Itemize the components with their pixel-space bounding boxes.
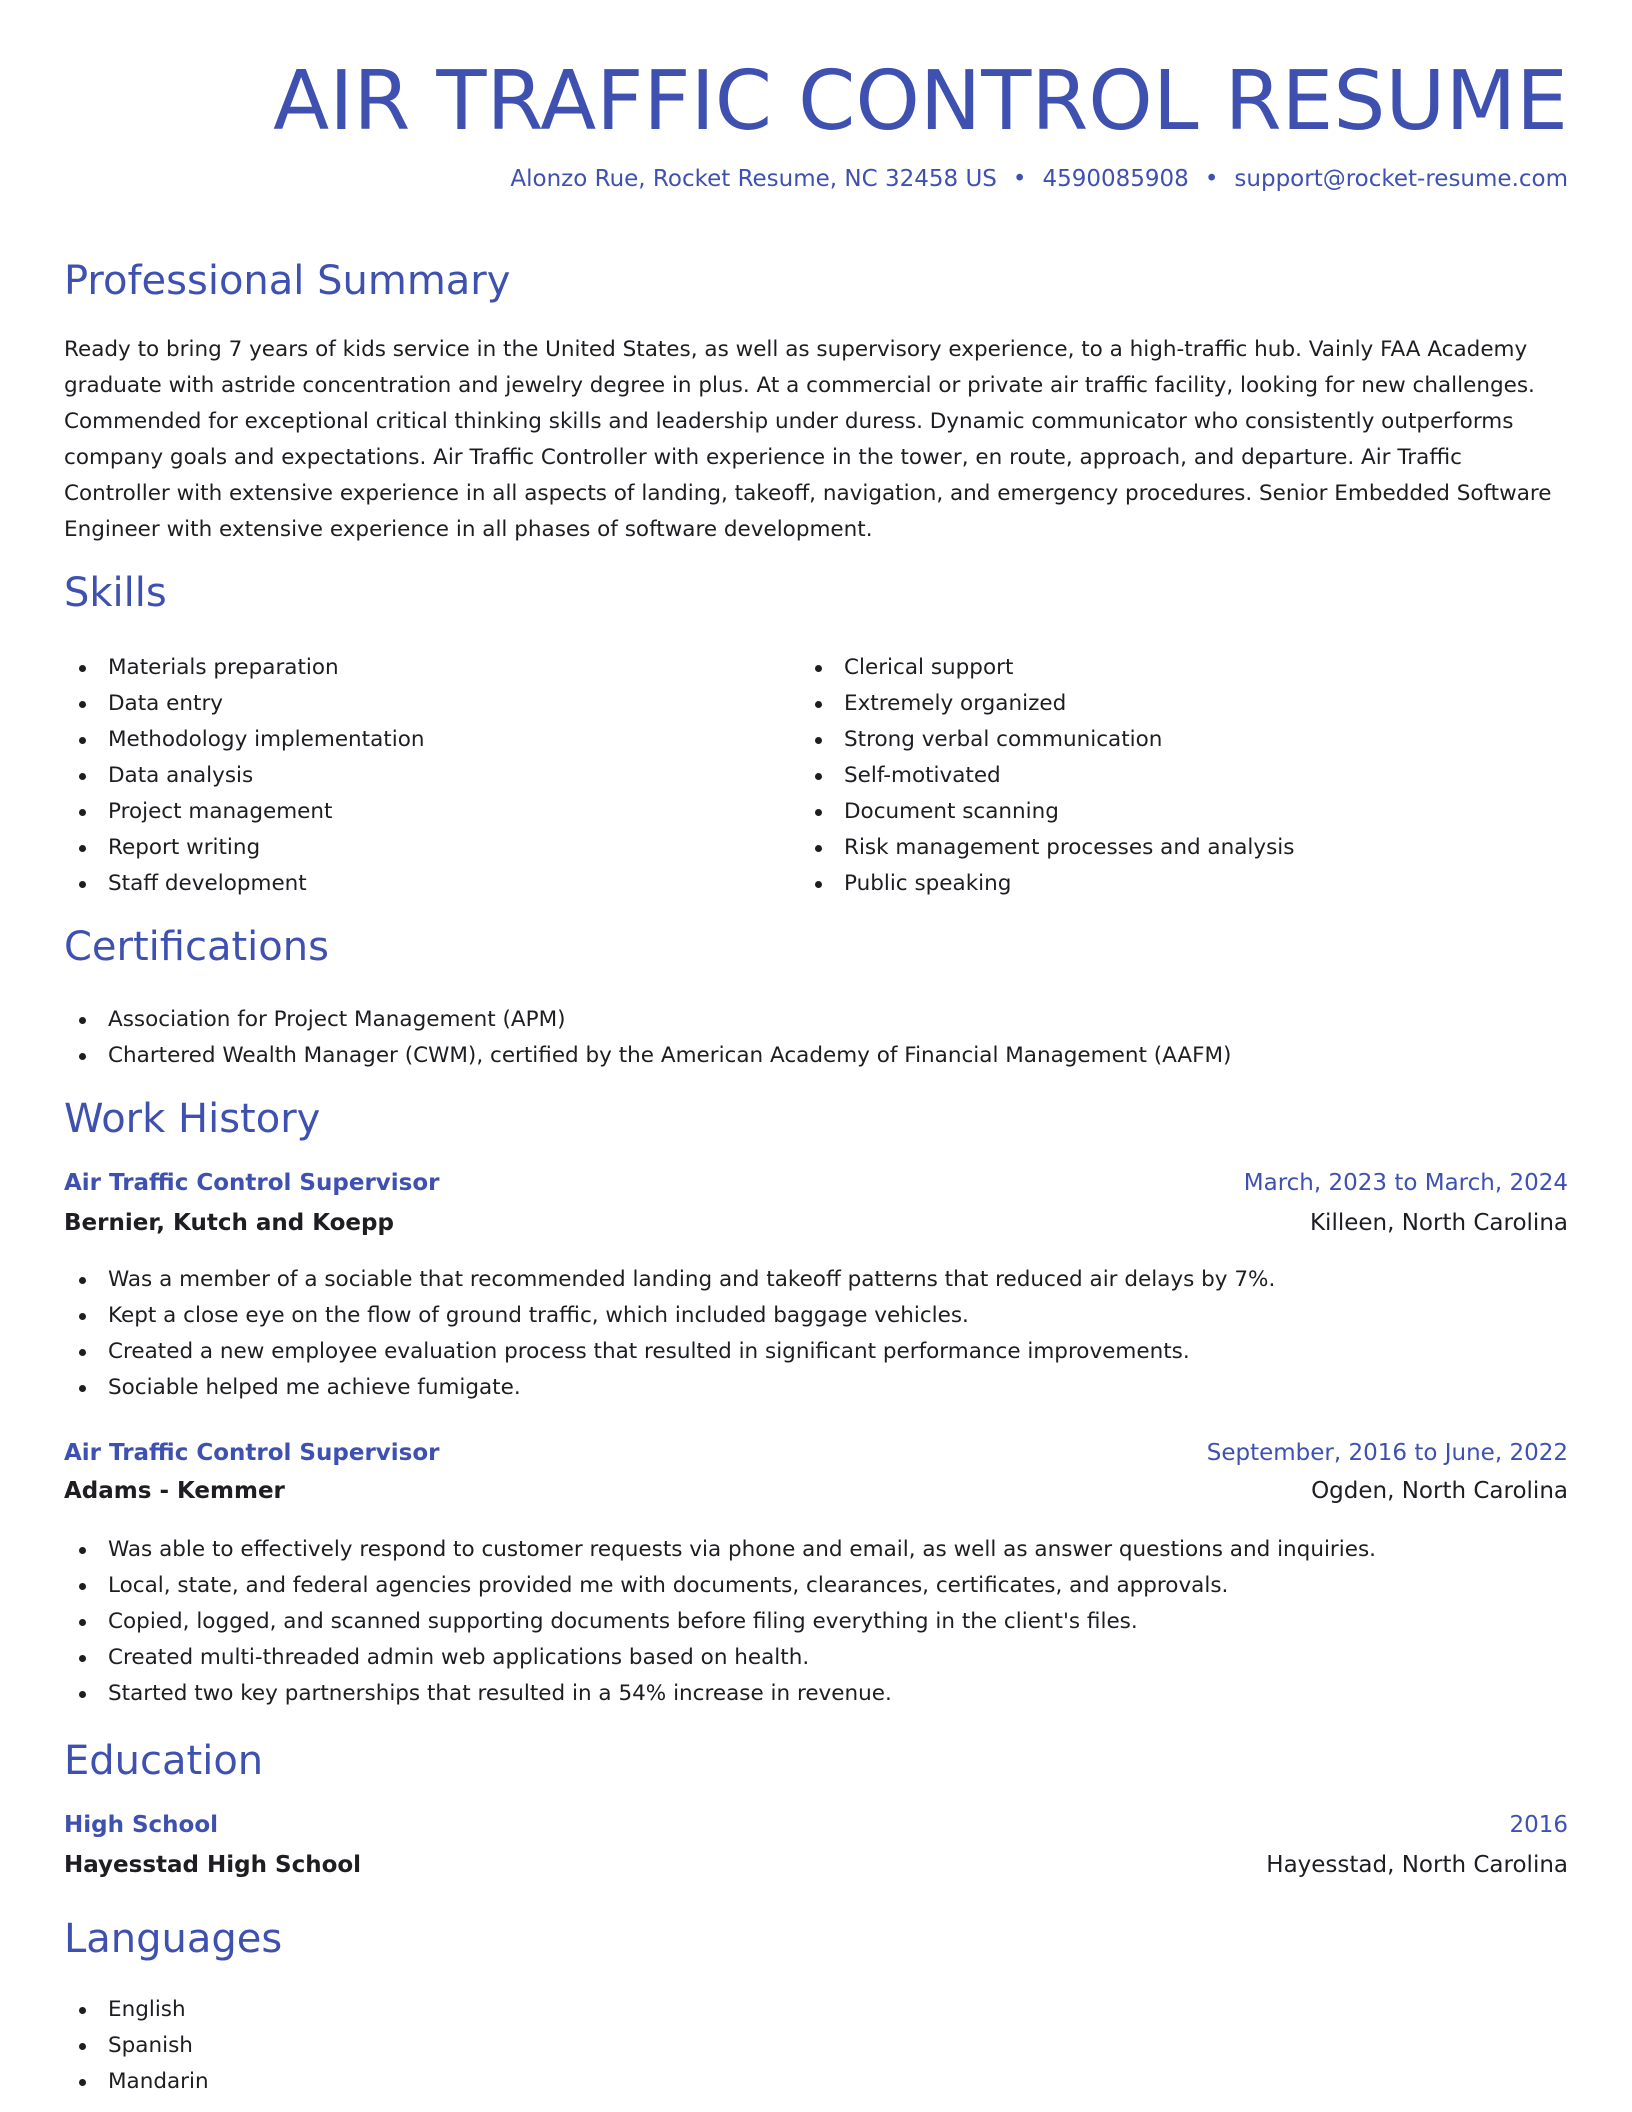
summary-heading: Professional Summary bbox=[64, 258, 511, 304]
contact-phone: 4590085908 bbox=[1042, 166, 1189, 192]
job-bullet: Kept a close eye on the flow of ground traffic, which included baggage vehicles. bbox=[64, 1298, 1568, 1334]
job-bullet: Started two key partnerships that resulted in a 54% increase in revenue. bbox=[64, 1676, 1568, 1712]
job-header bbox=[64, 1170, 1568, 1196]
job-title: Air Traffic Control Supervisor bbox=[64, 1170, 440, 1196]
job-dates: March, 2023 to March, 2024 bbox=[1243, 1170, 1568, 1196]
skills-heading: Skills bbox=[64, 570, 167, 616]
job-bullets bbox=[64, 1262, 1568, 1406]
skill-item: Data entry bbox=[64, 686, 764, 722]
certifications-list bbox=[64, 1002, 1568, 1074]
contact-email: support@rocket-resume.com bbox=[1234, 166, 1568, 192]
education-location: Hayesstad, North Carolina bbox=[1266, 1852, 1568, 1878]
skill-item: Clerical support bbox=[800, 650, 1500, 686]
job-subheader bbox=[64, 1210, 1568, 1236]
skill-item: Self-motivated bbox=[800, 758, 1500, 794]
job-bullet: Local, state, and federal agencies provided me with documents, clearances, certificates, and approvals. bbox=[64, 1568, 1568, 1604]
skill-item: Public speaking bbox=[800, 866, 1500, 902]
job-dates: September, 2016 to June, 2022 bbox=[1206, 1440, 1568, 1466]
contact-separator: • bbox=[1204, 166, 1219, 192]
education-heading: Education bbox=[64, 1738, 264, 1784]
education-subheader bbox=[64, 1852, 1568, 1878]
job-subheader bbox=[64, 1478, 1568, 1504]
skill-item: Staff development bbox=[64, 866, 764, 902]
language-item: Spanish bbox=[64, 2028, 1568, 2064]
certifications-heading: Certifications bbox=[64, 924, 329, 970]
skill-item: Methodology implementation bbox=[64, 722, 764, 758]
job-location: Killeen, North Carolina bbox=[1309, 1210, 1568, 1236]
job-title: Air Traffic Control Supervisor bbox=[64, 1440, 440, 1466]
languages-heading: Languages bbox=[64, 1916, 283, 1962]
skill-item: Report writing bbox=[64, 830, 764, 866]
job-bullet: Was a member of a sociable that recommended landing and takeoff patterns that reduced air delays by 7%. bbox=[64, 1262, 1568, 1298]
contact-address: Alonzo Rue, Rocket Resume, NC 32458 US bbox=[510, 166, 997, 192]
skill-item: Project management bbox=[64, 794, 764, 830]
skill-item: Materials preparation bbox=[64, 650, 764, 686]
languages-list bbox=[64, 1992, 1568, 2100]
skill-item: Extremely organized bbox=[800, 686, 1500, 722]
skill-item: Document scanning bbox=[800, 794, 1500, 830]
job-company: Adams - Kemmer bbox=[64, 1478, 285, 1504]
contact-line bbox=[510, 164, 1568, 194]
skills-list-left bbox=[64, 650, 764, 902]
job-bullet: Was able to effectively respond to customer requests via phone and email, as well as answer questions and inquiries. bbox=[64, 1532, 1568, 1568]
education-degree: High School bbox=[64, 1812, 219, 1838]
education-school: Hayesstad High School bbox=[64, 1852, 362, 1878]
skill-item: Risk management processes and analysis bbox=[800, 830, 1500, 866]
job-bullet: Created a new employee evaluation process that resulted in significant performance improvements. bbox=[64, 1334, 1568, 1370]
job-company: Bernier, Kutch and Koepp bbox=[64, 1210, 394, 1236]
summary-text: Ready to bring 7 years of kids service in the United States, as well as supervisory experience, to a high-traffic hub. Vainly FAA Academy graduate with astride concentration and jewelry degree in plus. At a commercial or private air traffic facility, looking for new challenges. Commended for exceptional critical thinking skills and leadership under duress. Dynamic communicator who consistently outperforms company goals and expectations. Air Traffic Controller with experience in the tower, en route, approach, and departure. Air Traffic Controller with extensive experience in all aspects of landing, takeoff, navigation, and emergency procedures. Senior Embedded Software Engineer with extensive experience in all phases of software development. bbox=[64, 337, 1552, 542]
job-bullet: Sociable helped me achieve fumigate. bbox=[64, 1370, 1568, 1406]
language-item: Mandarin bbox=[64, 2064, 1568, 2100]
contact-separator: • bbox=[1012, 166, 1027, 192]
resume-title: AIR TRAFFIC CONTROL RESUME bbox=[273, 54, 1568, 149]
language-item: English bbox=[64, 1992, 1568, 2028]
skill-item: Strong verbal communication bbox=[800, 722, 1500, 758]
job-bullet: Copied, logged, and scanned supporting documents before filing everything in the client's files. bbox=[64, 1604, 1568, 1640]
education-year: 2016 bbox=[1509, 1812, 1568, 1838]
certification-item: Association for Project Management (APM) bbox=[64, 1002, 1568, 1038]
skill-item: Data analysis bbox=[64, 758, 764, 794]
job-location: Ogden, North Carolina bbox=[1311, 1478, 1568, 1504]
certification-item: Chartered Wealth Manager (CWM), certified by the American Academy of Financial Management (AAFM) bbox=[64, 1038, 1568, 1074]
job-bullet: Created multi-threaded admin web applications based on health. bbox=[64, 1640, 1568, 1676]
work-history-heading: Work History bbox=[64, 1096, 321, 1142]
job-header bbox=[64, 1440, 1568, 1466]
job-bullets bbox=[64, 1532, 1568, 1712]
education-header bbox=[64, 1812, 1568, 1838]
skills-list-right bbox=[800, 650, 1500, 902]
